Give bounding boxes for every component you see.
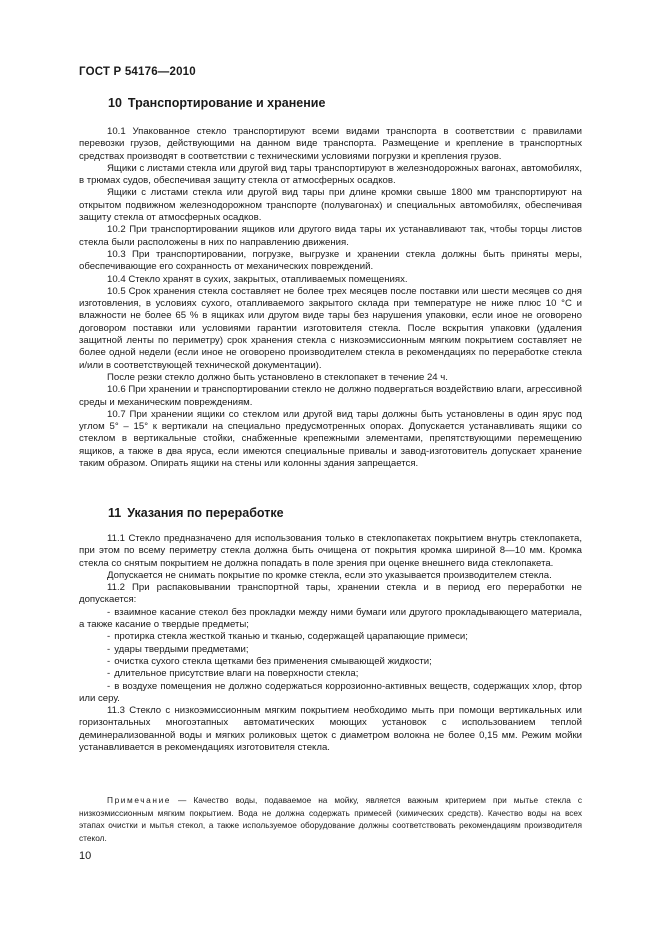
list-item: - длительное присутствие влаги на поверхности стекла; xyxy=(107,668,359,680)
paragraph-10-6: 10.6 При хранении и транспортировании стекло не должно подвергаться воздействию влаги, агрессивной среды и механическим повреждениям. xyxy=(79,384,582,408)
list-item: - протирка стекла жесткой тканью и тканью, содержащей царапающие примеси; xyxy=(107,631,468,643)
paragraph-10-5: 10.5 Срок хранения стекла составляет не более трех месяцев после поставки или шести месяцев со дня изготовления, в условиях сухого, отапливаемого закрытого склада при температуре не ниже плюс 10 °С и влажности не более 65 % в ящиках или другом виде тары без нарушения упаковки, если иное не оговорено договором поставки или условиями гарантии изготовителя стекла. После вскрытия упаковки (удаления защитной ленты по периметру) срок хранения стекла с низкоэмиссионным мягким покрытием составляет не более одной недели (если иное не оговорено производителем стекла в рекомендациях по переработке стекла и/или в соответствующей технической документации). xyxy=(79,285,582,371)
section-11-title: Указания по переработке xyxy=(127,506,284,520)
paragraph-10-5-cut: После резки стекло должно быть установлено в стеклопакет в течение 24 ч. xyxy=(107,371,448,383)
paragraph-11-2: 11.2 При распаковывании транспортной тары, хранении стекла и в период его переработки не допускается: xyxy=(79,582,582,606)
section-10-heading xyxy=(108,96,325,110)
section-10-body xyxy=(79,126,582,470)
list-item: - в воздухе помещения не должно содержаться коррозионно-активных веществ, содержащих хлор, фтор или серу. xyxy=(79,680,582,704)
note-text: — Качество воды, подаваемое на мойку, является важным критерием при мытье стекла с низкоэмиссионным мягким покрытием. Вода не должна содержать примесей (химических средств). Качество воды на всех этапах очистки и мытья стекол, а также используемое оборудование должны соответствовать рекомендациям производителя стекол. xyxy=(79,795,582,844)
paragraph-10-1: 10.1 Упакованное стекло транспортируют всеми видами транспорта в соответствии с правилами перевозки грузов, действующими на данном виде транспорта. Размещение и крепление в транспортных средствах производят в соответствии с техническими условиями погрузки и крепления грузов. xyxy=(79,126,582,162)
list-item: - взаимное касание стекол без прокладки между ними бумаги или другого прокладывающего материала, а также касание о твердые предметы; xyxy=(79,606,582,631)
section-11-body xyxy=(79,533,582,754)
list-item: - очистка сухого стекла щетками без применения смывающей жидкости; xyxy=(107,655,432,667)
paragraph-10-3: 10.3 При транспортировании, погрузке, выгрузке и хранении стекла должны быть приняты меры, обеспечивающие его сохранность от механических повреждений. xyxy=(79,248,582,273)
section-10-title: Транспортирование и хранение xyxy=(127,96,326,110)
paragraph-10-2: 10.2 При транспортировании ящиков или другого вида тары их устанавливают так, чтобы торцы листов стекла были расположены в них по направлению движения. xyxy=(79,224,582,248)
paragraph-11-1-edge: Допускается не снимать покрытие по кромке стекла, если это указывается производителем стекла. xyxy=(107,569,552,581)
paragraph-10-1-rail: Ящики с листами стекла или другой вид тары транспортируют в железнодорожных вагонах, автомобилях, в трюмах судов, обеспечивая защиту стекла от атмосферных осадков. xyxy=(79,162,582,187)
note-label: Примечание xyxy=(107,795,172,805)
paragraph-10-4: 10.4 Стекло хранят в сухих, закрытых, отапливаемых помещениях. xyxy=(107,273,408,285)
section-11-number: 11 xyxy=(108,506,122,520)
list-item: - удары твердыми предметами; xyxy=(107,643,249,655)
page-number: 10 xyxy=(79,850,92,862)
paragraph-10-1-open: Ящики с листами стекла или другой вид тары при длине кромки свыше 1800 мм транспортируют на открытом подвижном железнодорожном транспорте (полувагонах) и специальных автомобилях, обеспечивая защиту стекла от атмосферных осадков. xyxy=(79,187,582,224)
note xyxy=(79,794,582,845)
paragraph-11-3: 11.3 Стекло с низкоэмиссионным мягким покрытием необходимо мыть при помощи вертикальных или горизонтальных многоэтапных автоматических моющих установок с использованием теплой деминерализованной воды и мягких роликовых щеток с диаметром волокна не более 0,15 мм. Режим мойки устанавливается в рекомендациях изготовителя стекла. xyxy=(79,705,582,754)
standard-designation: ГОСТ Р 54176—2010 xyxy=(79,66,196,78)
paragraph-10-7: 10.7 При хранении ящики со стеклом или другой вид тары должны быть установлены в один ярус под углом 5° – 15° к вертикали на специально предусмотренных опорах. Допускается устанавливать ящики со стеклом в вертикальные стойки, снабженные крепежными элементами, препятствующими перемещению ящиков, а также в два яруса, если имеются специальные привалы и завод-изготовитель допускает хранение таким образом. Опирать ящики на стены или колонны здания запрещается. xyxy=(79,408,582,470)
section-10-number: 10 xyxy=(108,96,122,110)
section-11-heading xyxy=(108,506,284,520)
paragraph-11-1: 11.1 Стекло предназначено для использования только в стеклопакетах покрытием внутрь стеклопакета, при этом по всему периметру стекла должна быть очищена от покрытия кромка шириной 8—10 мм. Кромка стекла со снятым покрытием не должна попадать в поле зрения при оценке внешнего вида стеклопакета. xyxy=(79,533,582,569)
